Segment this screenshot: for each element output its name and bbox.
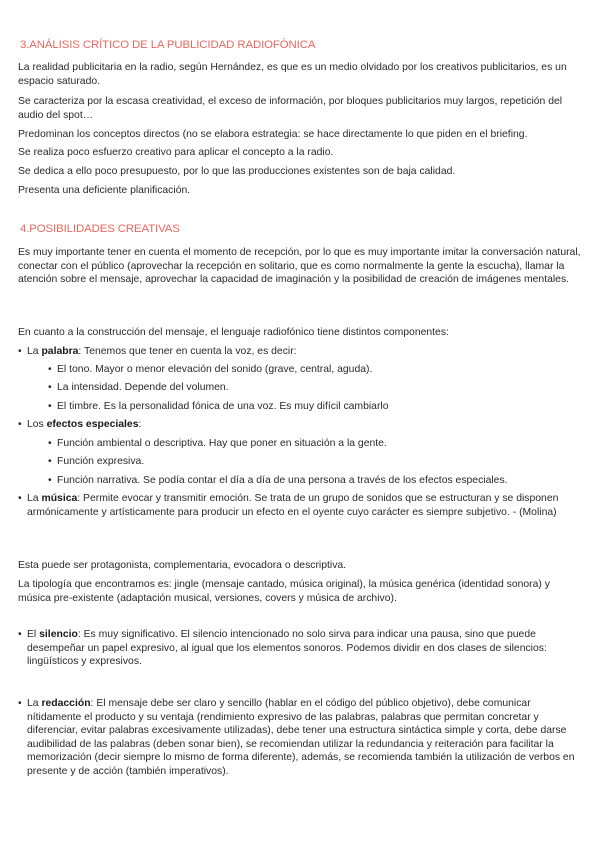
bullet-redaccion: • La redacción: El mensaje debe ser claro y sencillo (hablar en el código del público objetivo), debe comunicar nítidamente el producto y su ventaja (rendimiento expresivo de las palabras, palabras que permitan concretar y diferenciar, evitar palabras excesivamente utilizadas), debe tener una estructura sintáctica simple y corta, debe darse audibilidad de las palabras (deben sonar bien), se recomiendan utilizar la redundancia y reiteración para facilitar la memorización (decir siempre lo mismo de forma diferente), además, se recomienda también la utilización de verbos en presente y de acción (también imperativos).: [18, 697, 584, 778]
section-3-title: 3.ANÁLISIS CRÍTICO DE LA PUBLICIDAD RADIOFÓNICA: [20, 39, 316, 51]
term-redaccion: redacción: [41, 698, 91, 709]
section-3-paragraph: Se caracteriza por la escasa creatividad, el exceso de información, por bloques publicitarios muy largos, repetición del audio del spot…: [18, 96, 563, 121]
musica-tipologia: La tipología que encontramos es: jingle (mensaje cantado, música original), la música genérica (identidad sonora) y música pre-existente (adaptación musical, versiones, covers y música de archivo).: [18, 579, 550, 604]
term-silencio: silencio: [39, 629, 78, 640]
sub-bullet-ambiental: • Función ambiental o descriptiva. Hay que poner en situación a la gente.: [48, 437, 578, 451]
section-3-paragraph: Predominan los conceptos directos (no se elabora estrategia: se hace directamente lo que piden en el briefing.: [18, 129, 528, 140]
sub-bullet-expresiva: • Función expresiva.: [48, 455, 578, 469]
sub-bullet-timbre: • El timbre. Es la personalidad fónica de una voz. Es muy difícil cambiarlo: [48, 400, 578, 414]
components-intro: En cuanto a la construcción del mensaje, el lenguaje radiofónico tiene distintos componentes:: [18, 327, 449, 338]
bullet-efectos: • Los efectos especiales:: [18, 418, 584, 432]
section-3-paragraph: Presenta una deficiente planificación.: [18, 185, 191, 196]
sub-bullet-intensidad: • La intensidad. Depende del volumen.: [48, 381, 578, 395]
musica-roles: Esta puede ser protagonista, complementaria, evocadora o descriptiva.: [18, 560, 347, 571]
section-3-paragraph: Se realiza poco esfuerzo creativo para aplicar el concepto a la radio.: [18, 147, 334, 158]
bullet-palabra: • La palabra: Tenemos que tener en cuenta la voz, es decir:: [18, 345, 584, 359]
term-palabra: palabra: [41, 346, 79, 357]
section-3-paragraph: Se dedica a ello poco presupuesto, por lo que las producciones existentes son de baja calidad.: [18, 166, 456, 177]
section-4-intro: Es muy importante tener en cuenta el momento de recepción, por lo que es muy importante imitar la conversación natural, conectar con el público (aprovechar la recepción en solitario, que es como normalmente la gente la escucha), llamar la atención sobre el mensaje, aprovechar la capacidad de imaginación y la posibilidad de creación de imágenes mentales.: [18, 247, 581, 285]
sub-bullet-tono: • El tono. Mayor o menor elevación del sonido (grave, central, aguda).: [48, 363, 578, 377]
term-efectos: efectos especiales: [46, 419, 139, 430]
bullet-musica: • La música: Permite evocar y transmitir emoción. Se trata de un grupo de sonidos que se estructuran y se disponen armónicamente y artísticamente para producir un efecto en el oyente cuyo carácter es siempre subjetivo. - (Molina): [18, 492, 584, 519]
sub-bullet-narrativa: • Función narrativa. Se podía contar el día a día de una persona a través de los efectos especiales.: [48, 474, 578, 488]
section-4-title: 4.POSIBILIDADES CREATIVAS: [20, 223, 180, 235]
term-musica: música: [41, 493, 78, 504]
section-3-paragraph: La realidad publicitaria en la radio, según Hernández, es que es un medio olvidado por los creativos publicitarios, es un espacio saturado.: [18, 62, 567, 87]
bullet-silencio: • El silencio: Es muy significativo. El silencio intencionado no solo sirva para indicar una pausa, sino que puede desempeñar un papel expresivo, al igual que los elementos sonoros. Podemos dividir en dos clases de silencios: lingüísticos y expresivos.: [18, 628, 584, 669]
